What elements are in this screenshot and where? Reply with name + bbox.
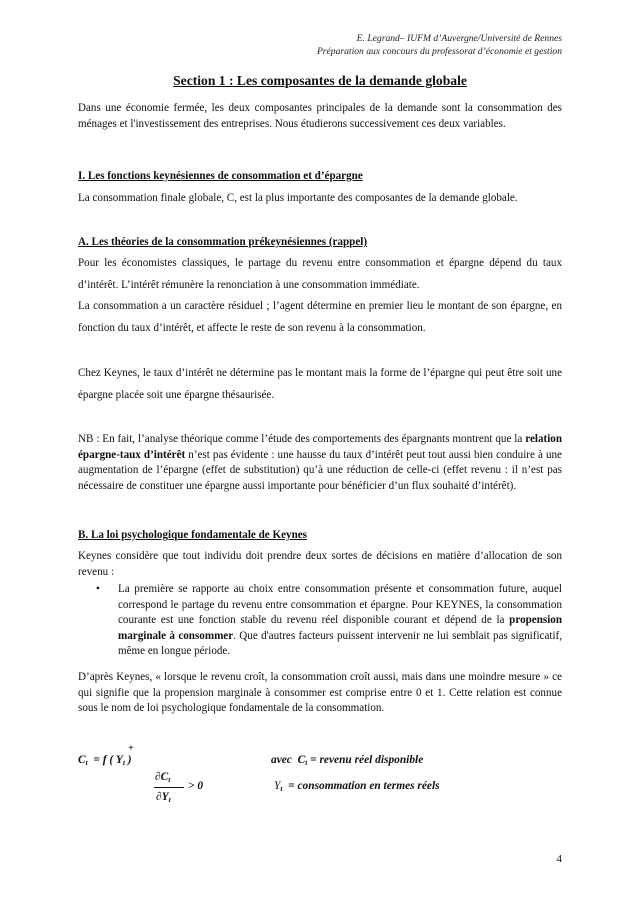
section-title: Section 1 : Les composantes de la demande globale [173, 73, 467, 88]
bullet-item [96, 582, 562, 660]
header-subtitle: Préparation aux concours du professorat d’économie et gestion [316, 46, 562, 57]
formula-lhs: $C_t = f$ ( $Y_t$ ) [78, 754, 132, 767]
formula-plus-sign: + [128, 743, 134, 754]
partB-paragraph-2: D’après Keynes, « lorsque le revenu croît, la consommation croît aussi, mais dans une moindre mesure » ce qui signifie que la propension marginale à consommer est comprise entre 0 et 1. Cette relation est connue sous le nom de loi psychologique fondamentale de la consommation. [78, 671, 562, 714]
partA-heading: A. Les théories de la consommation prékeynésiennes (rappel) [78, 236, 368, 248]
nb-text-before: NB : En fait, l’analyse théorique comme l’étude des comportements des épargnants montrent que la [78, 433, 526, 445]
partA-paragraph-1: Pour les économistes classiques, le partage du revenu entre consommation et épargne dépend du taux d’intérêt. L’intérêt rémunère la renonciation à une consommation immédiate. [78, 257, 562, 291]
bullet-text [118, 582, 562, 660]
formula-def-Y: $Y_t$ = consommation en termes réels [274, 780, 440, 793]
bullet-text-after: . Que d'autres facteurs puissent intervenir ne lui semblait pas significatif, même en longue période. [118, 629, 563, 657]
formula-greater-than-zero: > 0 [188, 780, 204, 792]
formula-def-C: avec $C_t$ = revenu réel disponible [271, 754, 424, 767]
bullet-bold-pmc: propension marginale à consommer [118, 614, 562, 642]
nb-paragraph [78, 432, 562, 494]
part1-heading: I. Les fonctions keynésiennes de consommation et d’épargne [78, 170, 363, 182]
formula-partial-C: $\partial C_t$ [155, 771, 171, 784]
partA-paragraph-3: Chez Keynes, le taux d’intérêt ne détermine pas le montant mais la forme de l’épargne qui peut être soit une épargne placée soit une épargne thésaurisée. [78, 367, 562, 401]
fraction-bar [154, 787, 184, 788]
header-author: E. Legrand– IUFM d’Auvergne/Université de Rennes [356, 33, 562, 44]
bullet-dot-icon: • [96, 583, 100, 595]
part1-text: La consommation finale globale, C, est la plus importante des composantes de la demande globale. [78, 192, 518, 204]
intro-paragraph: Dans une économie fermée, les deux composantes principales de la demande sont la consommation des ménages et l'investissement des entreprises. Nous étudierons successivement ces deux variables. [78, 102, 562, 130]
formula-partial-Y: $\partial Y_t$ [156, 791, 171, 804]
partB-heading: B. La loi psychologique fondamentale de Keynes [78, 529, 307, 541]
partA-paragraph-2: La consommation a un caractère résiduel ; l’agent détermine en premier lieu le montant de son épargne, en fonction du taux d’intérêt, et affecte le reste de son revenu à la consommation. [78, 300, 562, 334]
page-number: 4 [556, 853, 562, 865]
nb-bold-relation: relation épargne-taux d’intérêt [78, 433, 562, 461]
partB-paragraph-1: Keynes considère que tout individu doit prendre deux sortes de décisions en matière d’allocation de son revenu : [78, 550, 562, 578]
bullet-text-before: La première se rapporte au choix entre consommation présente et consommation future, auquel correspond le partage du revenu entre consommation et épargne. Pour KEYNES, la consommation courante est une fonction stable du revenu réel disponible courant et dépend de la [118, 583, 562, 626]
nb-text-after: n’est pas évidente : une hausse du taux d’intérêt peut tout aussi bien conduire à une augmentation de l’épargne (effet de substitution) qu’à une réduction de celle-ci (effet revenu : il n’est pas nécessaire de constituer une épargne aussi importante pour bénéficier d’un flux souhaité d’intérêt). [78, 448, 562, 492]
